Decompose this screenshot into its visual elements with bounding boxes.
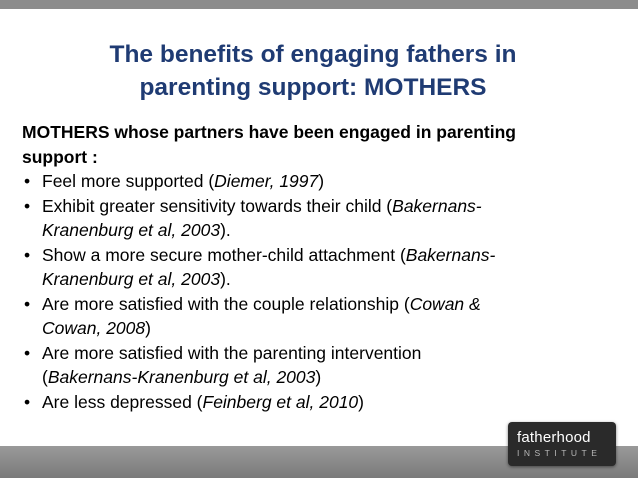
fatherhood-institute-logo xyxy=(508,422,616,466)
bullet-dot: • xyxy=(24,342,31,363)
logo-wordmark: fatherhood xyxy=(517,429,591,446)
bullet-citation: Diemer, 1997 xyxy=(214,171,319,191)
bullet-item-2 xyxy=(22,194,630,243)
bullet-item-3 xyxy=(22,243,630,292)
slide-title xyxy=(40,38,586,104)
bullet-text-end: ) xyxy=(358,391,364,412)
bullet-item-6 xyxy=(22,390,630,415)
bullet-text-end: ) xyxy=(318,171,325,191)
bullet-text: Are more satisfied with the couple relationship ( xyxy=(42,293,410,314)
bullet-text: Exhibit greater sensitivity towards their child ( xyxy=(42,195,393,216)
bullet-text-end: ). xyxy=(220,220,231,240)
bullet-citation: Kranenburg et al, 2003 xyxy=(42,269,221,289)
bullet-citation: Cowan, 2008 xyxy=(42,318,146,338)
bullet-text: Are less depressed ( xyxy=(42,391,203,412)
bullet-dot: • xyxy=(24,293,31,314)
intro-line-2: support : xyxy=(22,146,98,167)
title-line-2: parenting support: MOTHERS xyxy=(139,74,487,101)
bullet-text-end: ) xyxy=(315,367,322,387)
bullet-dot: • xyxy=(24,391,31,412)
bullet-text: Feel more supported ( xyxy=(42,171,215,191)
title-line-1: The benefits of engaging fathers in xyxy=(109,41,517,68)
bullet-text: Show a more secure mother-child attachment ( xyxy=(42,244,406,265)
intro-line-1: MOTHERS whose partners have been engaged in parenting xyxy=(22,122,516,142)
bullet-citation: Cowan & xyxy=(409,293,481,314)
bullet-citation: Kranenburg et al, 2003 xyxy=(42,220,221,240)
bullet-item-1 xyxy=(22,169,630,194)
bullet-dot: • xyxy=(24,244,31,265)
bullet-citation: Feinberg et al, 2010 xyxy=(202,391,359,412)
bullet-dot: • xyxy=(24,171,31,191)
bullet-dot: • xyxy=(24,195,31,216)
bullet-text: Are more satisfied with the parenting intervention xyxy=(42,342,422,363)
slide-content xyxy=(22,120,630,414)
bullet-text-end: ) xyxy=(145,318,151,338)
logo-subtitle: INSTITUTE xyxy=(517,448,602,458)
bullet-item-4 xyxy=(22,292,630,341)
bullet-item-5 xyxy=(22,341,630,390)
bullet-text-end: ). xyxy=(220,269,231,289)
bullet-text-open: ( xyxy=(42,367,48,387)
intro-text xyxy=(22,120,630,169)
top-bar xyxy=(0,0,638,9)
bullet-citation: Bakernans- xyxy=(405,244,496,265)
bullet-citation: Bakernans-Kranenburg et al, 2003 xyxy=(47,367,316,387)
bullet-citation: Bakernans- xyxy=(392,195,482,216)
